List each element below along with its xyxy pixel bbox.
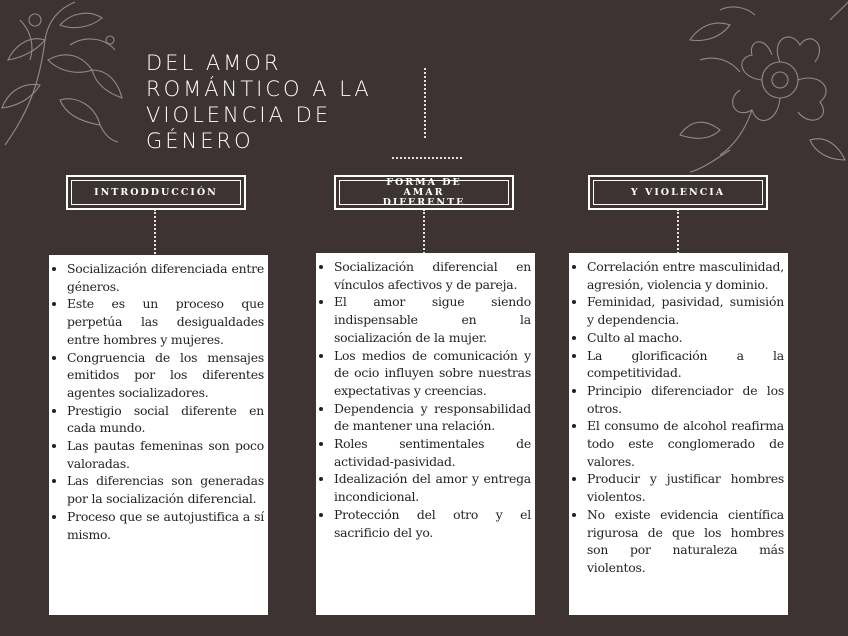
list-item: • Principio diferenciador de los otros. [587,382,784,417]
column-2-header-label: FORMA DE AMAR DIFERENTE [382,176,466,208]
column-1-connector [154,209,156,257]
column-3-header-label: Y VIOLENCIA [630,186,726,198]
column-3-header [588,175,768,210]
list-item: • Las diferencias son generadas por la socialización diferencial. [67,472,264,507]
title-line: GÉNERO [146,129,254,153]
column-1-header [66,175,246,210]
list-item: • Correlación entre masculinidad, agresión, violencia y dominio. [587,258,784,293]
title-connector-horizontal [392,157,462,159]
list-item: • El amor sigue siendo indispensable en la socialización de la mujer. [334,293,531,346]
column-3-connector [677,209,679,257]
list-item: • La glorificación a la competitividad. [587,347,784,382]
list-item: • Congruencia de los mensajes emitidos por los diferentes agentes socializadores. [67,349,264,402]
floral-decoration-left-icon [0,0,150,150]
list-item: • Proceso que se autojustifica a sí mismo. [67,508,264,543]
list-item: • Este es un proceso que perpetúa las desigualdades entre hombres y mujeres. [67,295,264,348]
list-item: • Dependencia y responsabilidad de mantener una relación. [334,400,531,435]
list-item: • No existe evidencia científica rigurosa de que los hombres son por naturaleza más violentos. [587,506,784,577]
column-2-header [334,175,514,210]
title-line: ROMÁNTICO A LA [146,77,372,101]
column-1-header-label: INTRODDUCCIÓN [94,186,218,198]
list-item: • Idealización del amor y entrega incondicional. [334,470,531,505]
title-line: DEL AMOR [146,51,282,75]
column-3-content [569,253,788,615]
list-item: • Protección del otro y el sacrificio del yo. [334,506,531,541]
list-item: • Los medios de comunicación y de ocio influyen sobre nuestras expectativas y creencias. [334,347,531,400]
list-item: • Socialización diferencial en vínculos afectivos y de pareja. [334,258,531,293]
list-item: • Feminidad, pasividad, sumisión y dependencia. [587,293,784,328]
column-2-connector [423,209,425,257]
list-item: • Roles sentimentales de actividad-pasividad. [334,435,531,470]
list-item: • Prestigio social diferente en cada mundo. [67,402,264,437]
title-line: VIOLENCIA DE [146,103,332,127]
column-3-list [573,258,784,577]
floral-decoration-right-icon [660,0,848,175]
title-connector-vertical [424,68,426,138]
column-1-list [53,260,264,543]
list-item: • El consumo de alcohol reafirma todo este conglomerado de valores. [587,417,784,470]
list-item: • Producir y justificar hombres violentos. [587,470,784,505]
column-2-content [316,253,535,615]
page-title [146,50,406,154]
column-2-list [320,258,531,541]
list-item: • Socialización diferenciada entre géneros. [67,260,264,295]
column-1-content [49,255,268,615]
list-item: • Culto al macho. [587,329,784,347]
list-item: • Las pautas femeninas son poco valoradas. [67,437,264,472]
